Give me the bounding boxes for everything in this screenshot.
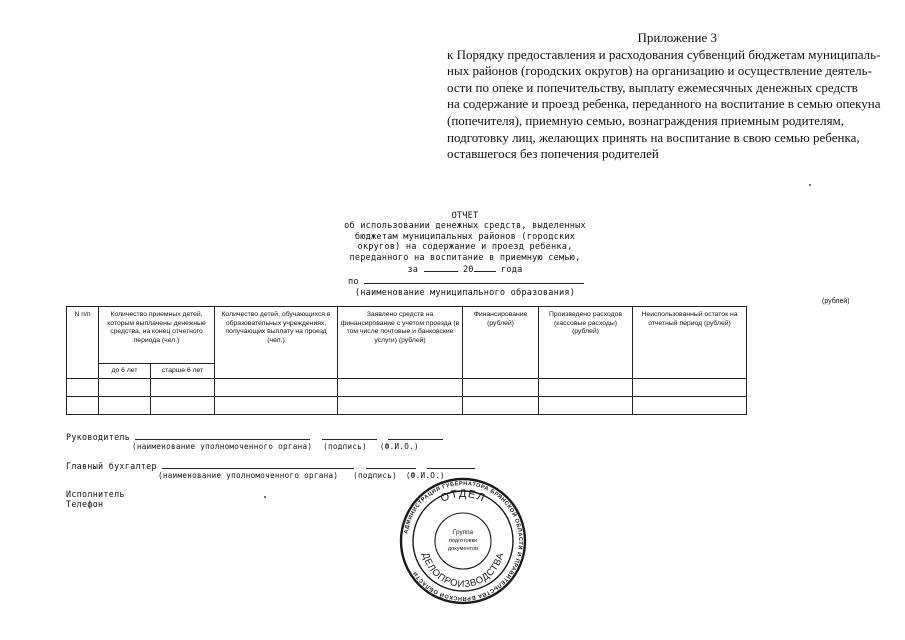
table-cell[interactable] xyxy=(99,397,151,415)
header-under6: до 6 лет xyxy=(99,363,151,378)
table-cell[interactable] xyxy=(99,379,151,397)
stamp-center-line-3: документов xyxy=(447,546,479,552)
report-table xyxy=(66,306,747,415)
accountant-signature-row xyxy=(66,460,475,471)
head-caption-org: (наименование уполномоченного органа) xyxy=(132,442,313,451)
stamp-graphic xyxy=(398,476,528,606)
stamp-center-line-1: Группа xyxy=(452,529,474,536)
table-cell[interactable] xyxy=(151,397,215,415)
table-cell[interactable] xyxy=(215,397,338,415)
stamp-center-line-2: подготовки xyxy=(448,538,478,544)
executor-label: Исполнитель xyxy=(66,489,125,499)
appendix-line: подготовку лиц, желающих принять на воспитание в свою семью ребенка, xyxy=(447,129,860,145)
report-period xyxy=(300,263,630,275)
accountant-caption-fio: (Ф.И.О.) xyxy=(405,471,445,480)
table-cell[interactable] xyxy=(463,397,539,415)
appendix-line: ости по опеке и попечительству, выплату ежемесячных денежных средств xyxy=(447,79,858,95)
table-header-row xyxy=(67,307,747,364)
table-cell[interactable] xyxy=(338,379,463,397)
official-stamp xyxy=(398,476,528,606)
period-mid: 20 xyxy=(462,265,474,276)
table-cell[interactable] xyxy=(539,379,633,397)
appendix-header xyxy=(447,30,897,163)
report-title-block xyxy=(300,211,630,298)
accountant-label: Главный бухгалтер xyxy=(66,461,157,471)
org-caption: (наименование муниципального образования) xyxy=(354,287,576,298)
header-unused: Неиспользованный остаток на отчетный период (рублей) xyxy=(633,307,747,379)
table-cell[interactable] xyxy=(463,379,539,397)
report-title-line: об использовании денежных средств, выделенных xyxy=(344,221,586,232)
stamp-outer-text: АДМИНИСТРАЦИЯ ГУБЕРНАТОРА БРЯНСКОЙ ОБЛАСТИ И ПРАВИТЕЛЬСТВА БРЯНСКОЙ ОБЛАСТИ xyxy=(403,480,524,602)
accountant-caption-sign: (подпись) xyxy=(353,471,397,480)
header-financing: Финансирование (рублей) xyxy=(463,307,539,379)
period-month-blank[interactable] xyxy=(424,263,458,272)
table-cell[interactable] xyxy=(338,397,463,415)
head-fio-blank[interactable] xyxy=(388,431,443,440)
stamp-top-word: ОТДЕЛ xyxy=(438,487,488,505)
head-sign-blank[interactable] xyxy=(322,431,377,440)
header-over6: старше 6 лет xyxy=(151,363,215,378)
head-org-blank[interactable] xyxy=(135,431,310,440)
header-students: Количество детей, обучающихся в образовательных учреждениях, получающих выплату на проезд (чел.) xyxy=(215,307,338,379)
table-cell[interactable] xyxy=(67,379,99,397)
org-prefix: по xyxy=(348,277,359,288)
head-label: Руководитель xyxy=(66,432,131,442)
accountant-fio-blank[interactable] xyxy=(427,460,475,469)
table-row xyxy=(67,397,747,415)
appendix-line: ных районов (городских округов) на организацию и осуществление деятель- xyxy=(447,63,872,79)
header-children-group: Количество приемных детей, которым выплачены денежные средства, на конец отчетного периода (чел.) xyxy=(99,307,215,364)
header-num: N п/п xyxy=(67,307,99,379)
report-title-line: бюджетам муниципальных районов (городских xyxy=(354,231,576,242)
head-caption-fio: (Ф.И.О.) xyxy=(379,442,419,451)
head-caption-sign: (подпись) xyxy=(323,442,367,451)
appendix-line: оставшегося без попечения родителей xyxy=(447,146,659,162)
table-cell[interactable] xyxy=(67,397,99,415)
period-year-blank[interactable] xyxy=(474,263,496,272)
report-org-row xyxy=(300,275,630,287)
unit-note: (рублей) xyxy=(822,298,850,305)
appendix-line: на содержание и проезд ребенка, переданного на воспитание в семью опекуна xyxy=(447,96,881,112)
table-row xyxy=(67,379,747,397)
accountant-org-blank[interactable] xyxy=(162,460,354,469)
appendix-heading: Приложение 3 xyxy=(637,30,717,45)
stamp-ring-word: ДЕЛОПРОИЗВОДСТВА xyxy=(419,551,507,591)
head-signature-row xyxy=(66,431,443,442)
org-name-blank[interactable] xyxy=(364,275,584,284)
table-cell[interactable] xyxy=(215,379,338,397)
header-expenses: Произведено расходов (кассовые расходы) (рублей) xyxy=(539,307,633,379)
header-requested: Заявлено средств на финансирование с учетом проезда (в том числе почтовые и банковские услуги) (рублей) xyxy=(338,307,463,379)
table-cell[interactable] xyxy=(633,397,747,415)
period-prefix: за xyxy=(407,265,419,276)
table-cell[interactable] xyxy=(151,379,215,397)
report-title-line: округов) на содержание и проезд ребенка, xyxy=(357,242,573,253)
table-cell[interactable] xyxy=(633,379,747,397)
scan-speck xyxy=(809,184,811,186)
phone-label: Телефон xyxy=(66,499,104,509)
accountant-caption-org: (наименование уполномоченного органа) xyxy=(158,471,339,480)
appendix-line: к Порядку предоставления и расходования субвенций бюджетам муниципаль- xyxy=(447,46,881,62)
period-suffix: года xyxy=(501,265,523,276)
report-title-line: переданного на воспитание в приемную семью, xyxy=(349,252,581,263)
accountant-sign-blank[interactable] xyxy=(366,460,416,469)
table-cell[interactable] xyxy=(539,397,633,415)
appendix-line: (попечителя), приемную семью, вознаграждения приемным родителям, xyxy=(447,112,845,128)
scan-speck xyxy=(264,496,266,498)
head-captions xyxy=(132,442,419,451)
report-title: ОТЧЕТ xyxy=(451,211,479,221)
